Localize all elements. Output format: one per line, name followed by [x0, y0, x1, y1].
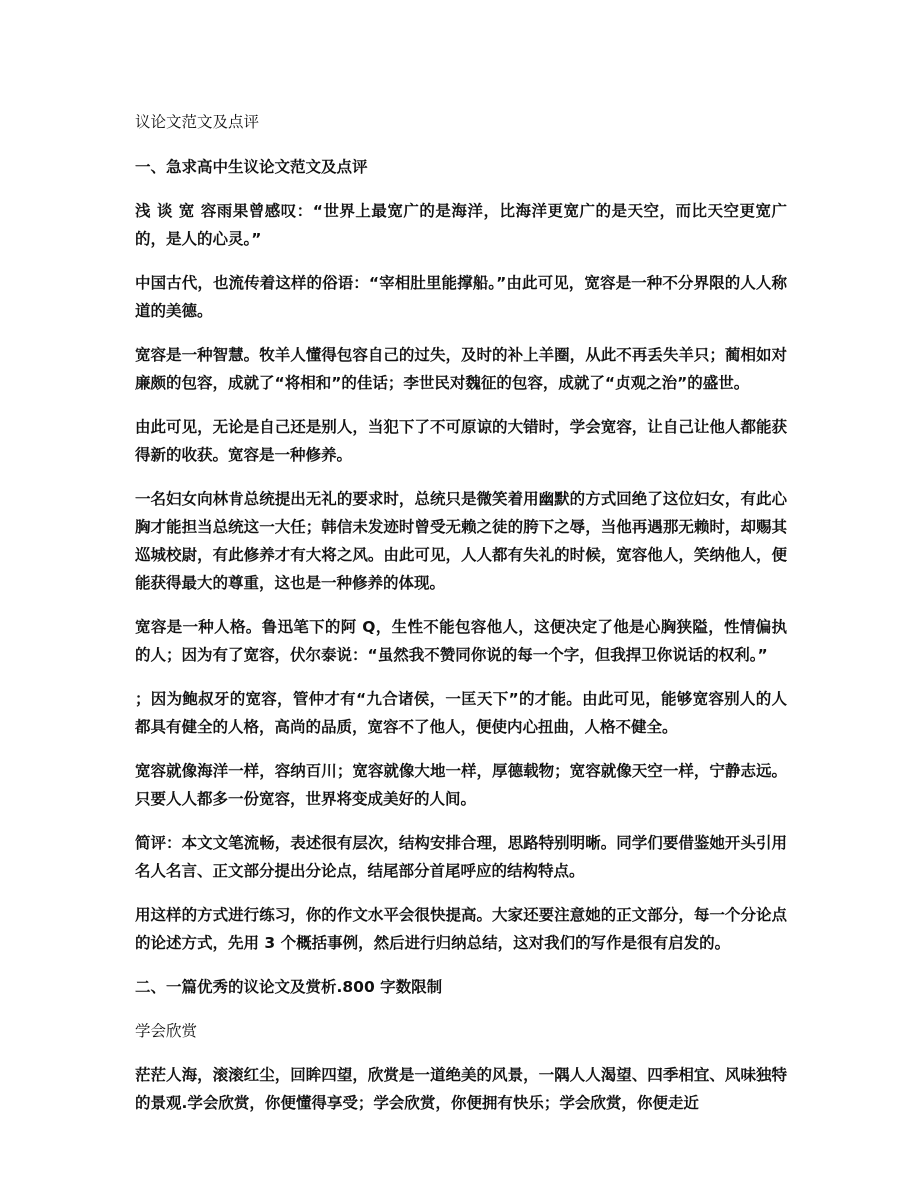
document-body	[135, 108, 787, 1133]
section-heading-1: 一、急求高中生议论文范文及点评	[135, 158, 368, 176]
paragraph: 宽容是一种智慧。牧羊人懂得包容自己的过失，及时的补上羊圈，从此不再丢失羊只；蔺相如对廉颇的包容，成就了“将相和”的佳话；李世民对魏征的包容，成就了“贞观之治”的盛世。	[135, 346, 787, 392]
paragraph: 宽容是一种人格。鲁迅笔下的阿 Q，生性不能包容他人，这便决定了他是心胸狭隘，性情偏执的人；因为有了宽容，伏尔泰说：“虽然我不赞同你说的每一个字，但我捍卫你说话的权利。”	[135, 618, 787, 664]
document-title: 议论文范文及点评	[135, 113, 260, 131]
paragraph: 中国古代，也流传着这样的俗语：“宰相肚里能撑船。”由此可见，宽容是一种不分界限的人人称道的美德。	[135, 274, 787, 320]
essay-subtitle: 学会欣赏	[135, 1022, 198, 1040]
paragraph: 一名妇女向林肯总统提出无礼的要求时，总统只是微笑着用幽默的方式回绝了这位妇女，有此心胸才能担当总统这一大任；韩信未发迹时曾受无赖之徒的胯下之辱，当他再遇那无赖时，却赐其巡城校尉，有此修养才有大将之风。由此可见，人人都有失礼的时候，宽容他人，笑纳他人，便能获得最大的尊重，这也是一种修养的体现。	[135, 490, 787, 592]
paragraph: 浅 谈 宽 容雨果曾感叹：“世界上最宽广的是海洋，比海洋更宽广的是天空，而比天空更宽广的，是人的心灵。”	[135, 202, 787, 248]
paragraph: 宽容就像海洋一样，容纳百川；宽容就像大地一样，厚德载物；宽容就像天空一样，宁静志远。只要人人都多一份宽容，世界将变成美好的人间。	[135, 762, 787, 808]
paragraph: ；因为鲍叔牙的宽容，管仲才有“九合诸侯，一匡天下”的才能。由此可见，能够宽容别人的人都具有健全的人格，高尚的品质，宽容不了他人，便使内心扭曲，人格不健全。	[135, 690, 787, 736]
paragraph: 用这样的方式进行练习，你的作文水平会很快提高。大家还要注意她的正文部分，每一个分论点的论述方式，先用 3 个概括事例，然后进行归纳总结，这对我们的写作是很有启发的。	[135, 906, 787, 952]
section-heading-2: 二、一篇优秀的议论文及赏析.800 字数限制	[135, 978, 443, 996]
paragraph: 茫茫人海，滚滚红尘，回眸四望，欣赏是一道绝美的风景，一隅人人渴望、四季相宜、风味独特的景观.学会欣赏，你便懂得享受；学会欣赏，你便拥有快乐；学会欣赏，你便走近	[135, 1066, 787, 1112]
paragraph: 简评：本文文笔流畅，表述很有层次，结构安排合理，思路特别明晰。同学们要借鉴她开头引用名人名言、正文部分提出分论点，结尾部分首尾呼应的结构特点。	[135, 834, 787, 880]
paragraph: 由此可见，无论是自己还是别人，当犯下了不可原谅的大错时，学会宽容，让自己让他人都能获得新的收获。宽容是一种修养。	[135, 418, 787, 464]
